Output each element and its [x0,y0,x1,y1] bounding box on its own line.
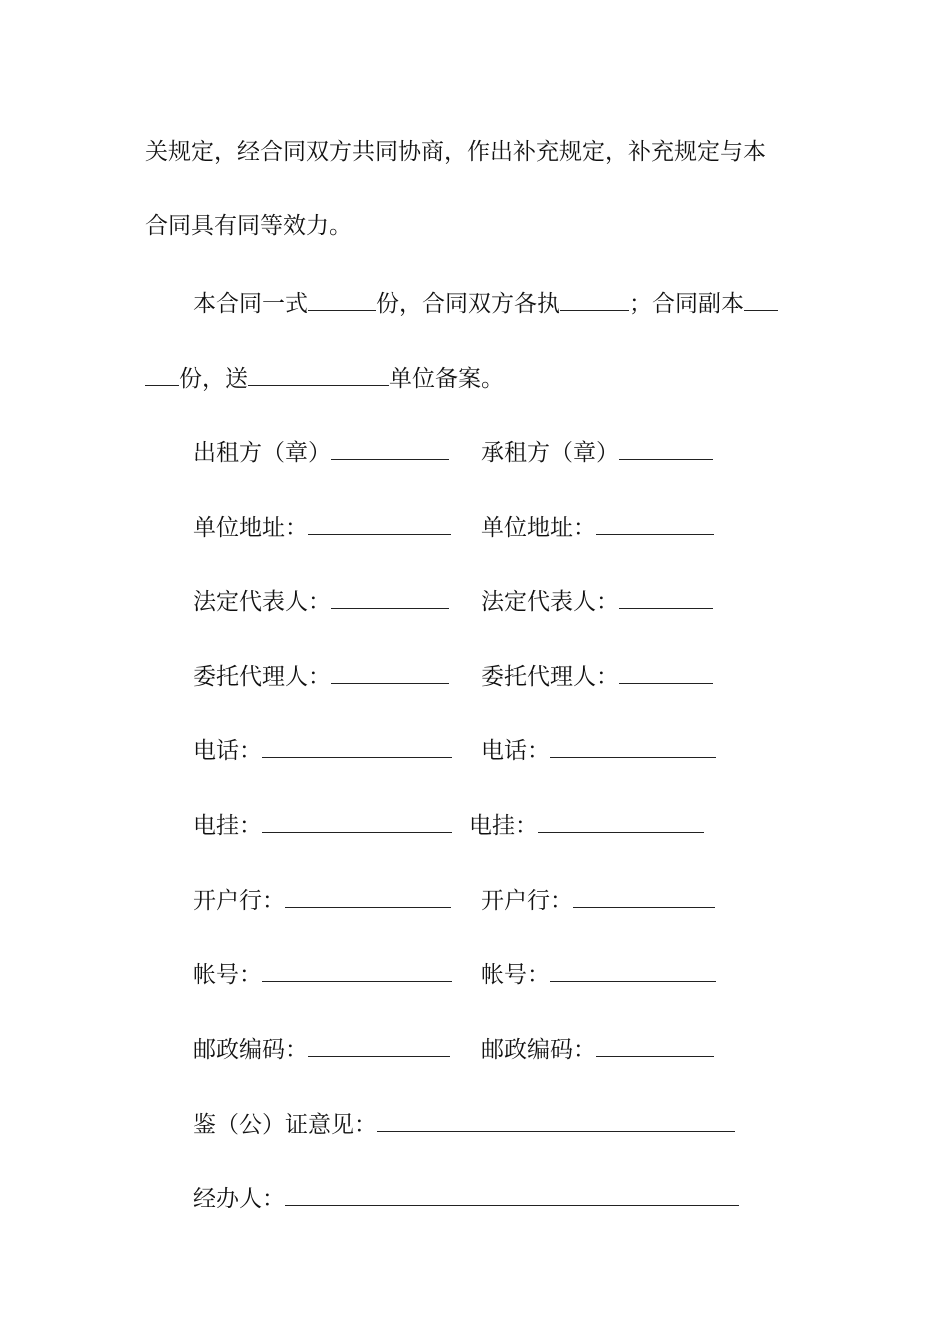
lessee-legal-rep-blank [619,584,713,609]
lessor-seal-label: 出租方（章） [193,440,331,466]
copies-count-blank [308,286,376,311]
lessor-telegraph-label: 电挂： [193,813,262,839]
duplicate-count-blank-a [744,286,778,311]
paragraph-2-line-2 [145,361,504,394]
lessee-address-label: 单位地址： [481,515,596,541]
lessee-legal-rep-field [481,584,713,617]
each-party-copies-blank [560,286,629,311]
lessor-legal-rep-label: 法定代表人： [193,589,331,615]
notary-opinion-field [193,1107,735,1140]
lessee-seal-blank [619,435,713,460]
lessee-agent-field [481,659,713,692]
lessor-agent-blank [331,659,449,684]
lessor-postcode-label: 邮政编码： [193,1037,308,1063]
lessee-bank-field [481,883,715,916]
handler-blank [285,1181,739,1206]
filing-unit-blank [248,361,389,386]
paragraph-1-line-2 [145,211,352,241]
lessee-agent-label: 委托代理人： [481,664,619,690]
paragraph-1-line-1 [145,137,766,167]
lessee-bank-blank [573,883,715,908]
lessee-postcode-label: 邮政编码： [481,1037,596,1063]
notary-opinion-label: 鉴（公）证意见： [193,1112,377,1138]
duplicate-count-blank-b [145,361,179,386]
lessor-address-label: 单位地址： [193,515,308,541]
lessor-legal-rep-field [193,584,449,617]
lessor-account-field [193,957,452,990]
copies-text-1: 本合同一式 [193,291,308,317]
paragraph-2-line-1 [193,286,778,319]
lessor-bank-label: 开户行： [193,888,285,914]
lessor-postcode-blank [308,1032,450,1057]
lessee-phone-field [481,733,716,766]
lessee-telegraph-blank [538,808,704,833]
lessee-address-blank [596,510,714,535]
lessor-phone-label: 电话： [193,738,262,764]
copies-text-5: 单位备案。 [389,366,504,392]
lessor-agent-label: 委托代理人： [193,664,331,690]
lessee-agent-blank [619,659,713,684]
lessee-phone-blank [550,733,716,758]
lessor-seal-field [193,435,449,468]
lessee-telegraph-field [469,808,704,841]
lessee-telegraph-label: 电挂： [469,813,538,839]
lessor-phone-field [193,733,452,766]
lessor-legal-rep-blank [331,584,449,609]
lessor-account-blank [262,957,452,982]
lessor-bank-field [193,883,451,916]
lessee-account-field [481,957,716,990]
paragraph-1-line-2-text: 合同具有同等效力。 [145,213,352,239]
lessee-address-field [481,510,714,543]
handler-label: 经办人： [193,1186,285,1212]
notary-opinion-blank [377,1107,735,1132]
lessee-phone-label: 电话： [481,738,550,764]
lessee-bank-label: 开户行： [481,888,573,914]
lessor-agent-field [193,659,449,692]
copies-text-4: 份，送 [179,366,248,392]
lessor-address-blank [308,510,451,535]
lessor-account-label: 帐号： [193,962,262,988]
lessor-seal-blank [331,435,449,460]
lessor-phone-blank [262,733,452,758]
lessee-postcode-blank [596,1032,714,1057]
handler-field [193,1181,739,1214]
lessee-seal-label: 承租方（章） [481,440,619,466]
lessor-bank-blank [285,883,451,908]
paragraph-1-line-1-text: 关规定，经合同双方共同协商，作出补充规定，补充规定与本 [145,139,766,165]
lessee-seal-field [481,435,713,468]
lessor-telegraph-field [193,808,452,841]
copies-text-3: ；合同副本 [629,291,744,317]
lessee-legal-rep-label: 法定代表人： [481,589,619,615]
lessor-postcode-field [193,1032,450,1065]
lessee-account-blank [550,957,716,982]
lessee-postcode-field [481,1032,714,1065]
lessor-address-field [193,510,451,543]
copies-text-2: 份，合同双方各执 [376,291,560,317]
lessor-telegraph-blank [262,808,452,833]
lessee-account-label: 帐号： [481,962,550,988]
